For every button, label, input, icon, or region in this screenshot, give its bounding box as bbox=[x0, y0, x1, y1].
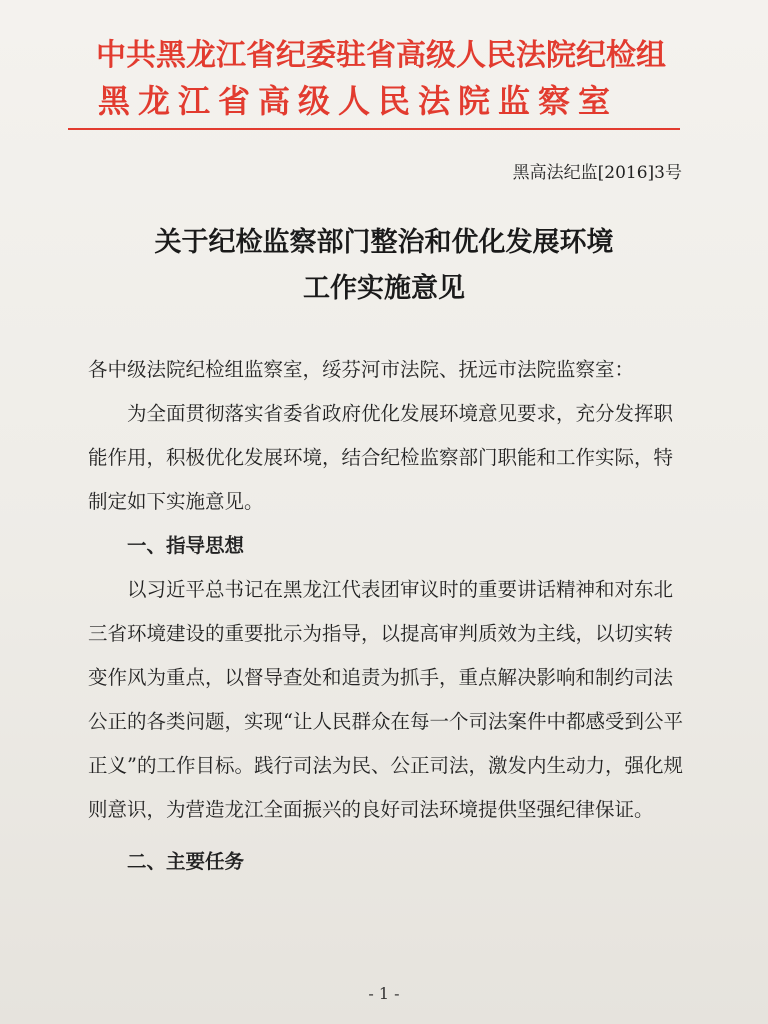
page-number: - 1 - bbox=[368, 984, 400, 1003]
salutation: 各中级法院纪检组监察室，绥芬河市法院、抚远市法院监察室： bbox=[88, 358, 635, 381]
paragraph-gap bbox=[88, 832, 688, 840]
issuer-header-line-2: 黑龙江省高级人民法院监察室 bbox=[98, 82, 619, 120]
red-header-rule bbox=[68, 128, 680, 130]
document-title bbox=[0, 220, 768, 312]
section-1-paragraph: 以习近平总书记在黑龙江代表团审议时的重要讲话精神和对东北三省环境建设的重要批示为指导，以提高审判质效为主线，以切实转变作风为重点，以督导查处和追责为抓手，重点解决影响和制约司法公正的各类问题，实现“让人民群众在每一个司法案件中都感受到公平正义”的工作目标。践行司法为民、公正司法，激发内生动力，强化规则意识，为营造龙江全面振兴的良好司法环境提供坚强纪律保证。 bbox=[88, 578, 683, 821]
intro-paragraph: 为全面贯彻落实省委省政府优化发展环境意见要求，充分发挥职能作用，积极优化发展环境，结合纪检监察部门职能和工作实际，特制定如下实施意见。 bbox=[88, 402, 674, 513]
issuer-header-line-1: 中共黑龙江省纪委驻省高级人民法院纪检组 bbox=[96, 38, 666, 73]
section-1-heading: 一、指导思想 bbox=[127, 534, 245, 557]
section-2-heading: 二、主要任务 bbox=[127, 850, 245, 873]
title-line-1: 关于纪检监察部门整治和优化发展环境 bbox=[154, 227, 614, 258]
title-line-2: 工作实施意见 bbox=[303, 273, 465, 304]
document-number: 黑高法纪监[2016]3号 bbox=[512, 163, 682, 183]
document-body bbox=[88, 348, 688, 884]
